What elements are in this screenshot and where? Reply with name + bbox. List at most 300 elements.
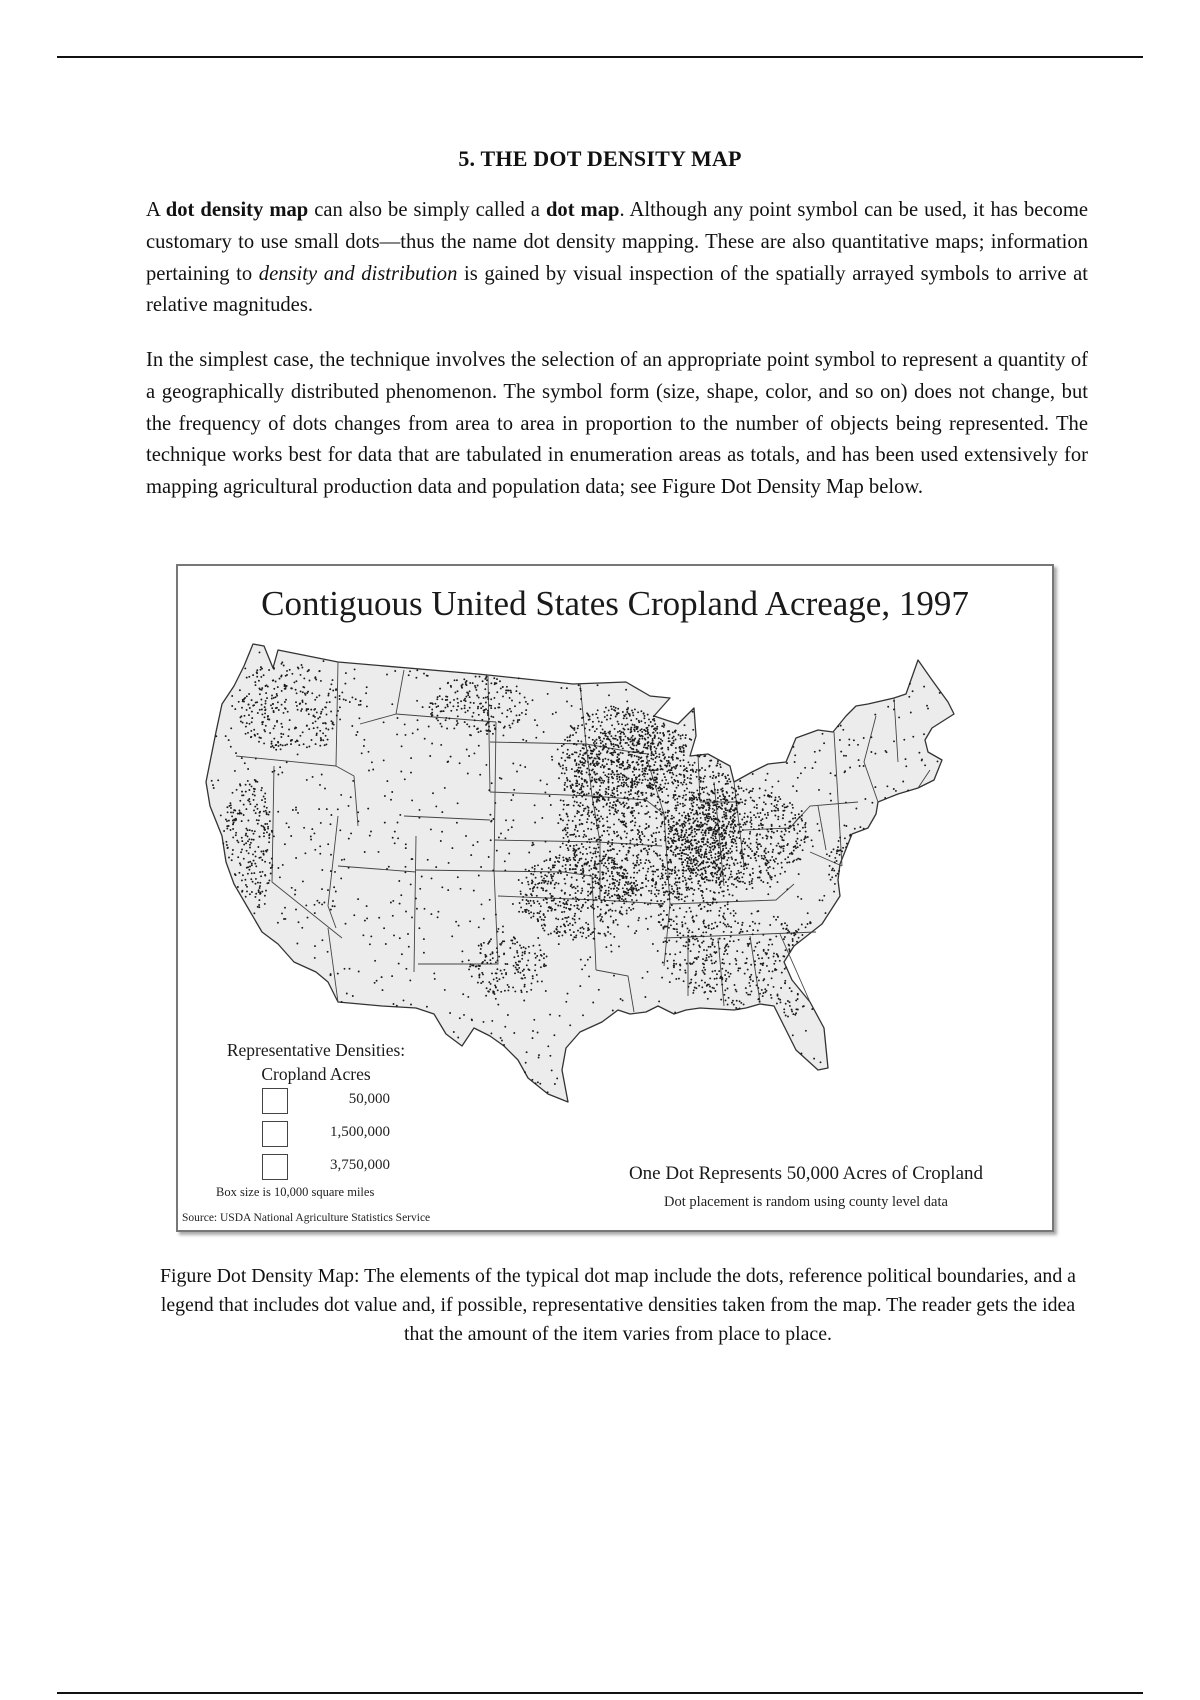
crop-dot — [641, 782, 643, 784]
crop-dot — [256, 669, 258, 671]
crop-dot — [532, 1030, 534, 1032]
crop-dot — [610, 740, 612, 742]
crop-dot — [650, 721, 652, 723]
crop-dot — [502, 931, 504, 933]
crop-dot — [543, 930, 545, 932]
crop-dot — [766, 838, 768, 840]
crop-dot — [512, 794, 514, 796]
crop-dot — [423, 938, 425, 940]
crop-dot — [344, 968, 346, 970]
crop-dot — [257, 808, 259, 810]
crop-dot — [481, 962, 483, 964]
crop-dot — [302, 731, 304, 733]
crop-dot — [710, 791, 712, 793]
crop-dot — [258, 899, 260, 901]
crop-dot — [777, 780, 779, 782]
crop-dot — [504, 869, 506, 871]
crop-dot — [607, 849, 609, 851]
crop-dot — [608, 910, 610, 912]
crop-dot — [261, 859, 263, 861]
crop-dot — [721, 842, 723, 844]
crop-dot — [231, 695, 233, 697]
crop-dot — [647, 765, 649, 767]
crop-dot — [553, 873, 555, 875]
crop-dot — [752, 887, 754, 889]
crop-dot — [678, 734, 680, 736]
crop-dot — [547, 910, 549, 912]
crop-dot — [273, 770, 275, 772]
crop-dot — [653, 850, 655, 852]
crop-dot — [572, 898, 574, 900]
crop-dot — [566, 777, 568, 779]
crop-dot — [729, 940, 731, 942]
crop-dot — [636, 761, 638, 763]
crop-dot — [268, 837, 270, 839]
crop-dot — [673, 740, 675, 742]
crop-dot — [576, 854, 578, 856]
crop-dot — [587, 959, 589, 961]
crop-dot — [638, 759, 640, 761]
crop-dot — [603, 771, 605, 773]
crop-dot — [677, 801, 679, 803]
crop-dot — [241, 820, 243, 822]
crop-dot — [246, 890, 248, 892]
crop-dot — [578, 776, 580, 778]
crop-dot — [684, 737, 686, 739]
crop-dot — [733, 910, 735, 912]
crop-dot — [637, 798, 639, 800]
crop-dot — [765, 863, 767, 865]
crop-dot — [752, 799, 754, 801]
crop-dot — [374, 960, 376, 962]
crop-dot — [769, 886, 771, 888]
crop-dot — [641, 831, 643, 833]
crop-dot — [507, 1014, 509, 1016]
crop-dot — [522, 952, 524, 954]
crop-dot — [545, 965, 547, 967]
crop-dot — [746, 888, 748, 890]
crop-dot — [341, 691, 343, 693]
crop-dot — [937, 760, 939, 762]
crop-dot — [720, 907, 722, 909]
crop-dot — [596, 754, 598, 756]
crop-dot — [615, 707, 617, 709]
crop-dot — [767, 882, 769, 884]
crop-dot — [770, 843, 772, 845]
crop-dot — [563, 899, 565, 901]
crop-dot — [282, 744, 284, 746]
crop-dot — [677, 784, 679, 786]
crop-dot — [490, 1032, 492, 1034]
crop-dot — [596, 819, 598, 821]
crop-dot — [257, 733, 259, 735]
crop-dot — [578, 756, 580, 758]
crop-dot — [706, 853, 708, 855]
crop-dot — [595, 848, 597, 850]
crop-dot — [546, 875, 548, 877]
crop-dot — [842, 847, 844, 849]
crop-dot — [685, 870, 687, 872]
crop-dot — [307, 670, 309, 672]
crop-dot — [534, 953, 536, 955]
crop-dot — [240, 851, 242, 853]
crop-dot — [744, 800, 746, 802]
map-outline-layer — [206, 644, 954, 1102]
crop-dot — [703, 844, 705, 846]
crop-dot — [595, 762, 597, 764]
crop-dot — [801, 815, 803, 817]
crop-dot — [660, 878, 662, 880]
crop-dot — [627, 723, 629, 725]
crop-dot — [528, 946, 530, 948]
crop-dot — [303, 827, 305, 829]
crop-dot — [267, 826, 269, 828]
crop-dot — [636, 890, 638, 892]
crop-dot — [805, 822, 807, 824]
crop-dot — [547, 883, 549, 885]
crop-dot — [652, 788, 654, 790]
crop-dot — [249, 893, 251, 895]
crop-dot — [727, 908, 729, 910]
crop-dot — [386, 868, 388, 870]
crop-dot — [640, 720, 642, 722]
crop-dot — [580, 802, 582, 804]
crop-dot — [580, 772, 582, 774]
crop-dot — [700, 826, 702, 828]
crop-dot — [605, 788, 607, 790]
crop-dot — [701, 788, 703, 790]
crop-dot — [721, 816, 723, 818]
crop-dot — [394, 831, 396, 833]
crop-dot — [566, 874, 568, 876]
crop-dot — [616, 835, 618, 837]
crop-dot — [700, 850, 702, 852]
crop-dot — [366, 917, 368, 919]
crop-dot — [789, 821, 791, 823]
crop-dot — [694, 762, 696, 764]
crop-dot — [731, 876, 733, 878]
crop-dot — [278, 709, 280, 711]
crop-dot — [706, 902, 708, 904]
crop-dot — [686, 889, 688, 891]
crop-dot — [249, 866, 251, 868]
crop-dot — [750, 797, 752, 799]
crop-dot — [570, 934, 572, 936]
crop-dot — [761, 827, 763, 829]
crop-dot — [661, 748, 663, 750]
crop-dot — [497, 931, 499, 933]
crop-dot — [311, 692, 313, 694]
crop-dot — [471, 1018, 473, 1020]
crop-dot — [580, 814, 582, 816]
crop-dot — [513, 956, 515, 958]
crop-dot — [716, 865, 718, 867]
crop-dot — [616, 890, 618, 892]
crop-dot — [236, 789, 238, 791]
crop-dot — [684, 959, 686, 961]
crop-dot — [572, 820, 574, 822]
crop-dot — [594, 874, 596, 876]
crop-dot — [697, 882, 699, 884]
crop-dot — [273, 727, 275, 729]
crop-dot — [638, 831, 640, 833]
crop-dot — [696, 776, 698, 778]
crop-dot — [720, 799, 722, 801]
crop-dot — [603, 748, 605, 750]
crop-dot — [324, 744, 326, 746]
crop-dot — [313, 832, 315, 834]
crop-dot — [562, 768, 564, 770]
crop-dot — [575, 871, 577, 873]
crop-dot — [703, 967, 705, 969]
crop-dot — [644, 828, 646, 830]
crop-dot — [587, 755, 589, 757]
crop-dot — [609, 768, 611, 770]
crop-dot — [605, 854, 607, 856]
crop-dot — [238, 809, 240, 811]
crop-dot — [601, 862, 603, 864]
crop-dot — [624, 824, 626, 826]
crop-dot — [616, 778, 618, 780]
crop-dot — [246, 722, 248, 724]
crop-dot — [610, 705, 612, 707]
crop-dot — [583, 834, 585, 836]
crop-dot — [682, 880, 684, 882]
crop-dot — [589, 769, 591, 771]
crop-dot — [611, 951, 613, 953]
crop-dot — [598, 818, 600, 820]
crop-dot — [751, 880, 753, 882]
crop-dot — [746, 788, 748, 790]
crop-dot — [264, 861, 266, 863]
crop-dot — [564, 789, 566, 791]
crop-dot — [632, 742, 634, 744]
crop-dot — [540, 872, 542, 874]
crop-dot — [251, 872, 253, 874]
crop-dot — [671, 870, 673, 872]
crop-dot — [634, 825, 636, 827]
crop-dot — [676, 931, 678, 933]
crop-dot — [912, 690, 914, 692]
crop-dot — [653, 720, 655, 722]
crop-dot — [735, 800, 737, 802]
crop-dot — [564, 784, 566, 786]
crop-dot — [748, 792, 750, 794]
crop-dot — [263, 796, 265, 798]
crop-dot — [567, 756, 569, 758]
crop-dot — [715, 812, 717, 814]
crop-dot — [699, 845, 701, 847]
crop-dot — [687, 761, 689, 763]
crop-dot — [270, 704, 272, 706]
crop-dot — [223, 830, 225, 832]
crop-dot — [789, 1001, 791, 1003]
crop-dot — [629, 715, 631, 717]
crop-dot — [711, 845, 713, 847]
crop-dot — [775, 858, 777, 860]
crop-dot — [244, 715, 246, 717]
crop-dot — [893, 788, 895, 790]
crop-dot — [367, 808, 369, 810]
crop-dot — [635, 894, 637, 896]
crop-dot — [764, 814, 766, 816]
crop-dot — [650, 845, 652, 847]
crop-dot — [575, 850, 577, 852]
crop-dot — [557, 748, 559, 750]
crop-dot — [535, 877, 537, 879]
crop-dot — [548, 867, 550, 869]
crop-dot — [580, 931, 582, 933]
crop-dot — [646, 755, 648, 757]
crop-dot — [546, 956, 548, 958]
crop-dot — [636, 755, 638, 757]
crop-dot — [715, 961, 717, 963]
crop-dot — [291, 739, 293, 741]
crop-dot — [616, 788, 618, 790]
crop-dot — [588, 719, 590, 721]
crop-dot — [621, 812, 623, 814]
crop-dot — [664, 840, 666, 842]
crop-dot — [725, 881, 727, 883]
crop-dot — [607, 738, 609, 740]
crop-dot — [598, 737, 600, 739]
crop-dot — [760, 870, 762, 872]
crop-dot — [910, 712, 912, 714]
crop-dot — [606, 714, 608, 716]
crop-dot — [724, 974, 726, 976]
crop-dot — [298, 921, 300, 923]
crop-dot — [595, 742, 597, 744]
crop-dot — [722, 793, 724, 795]
crop-dot — [498, 836, 500, 838]
crop-dot — [734, 812, 736, 814]
crop-dot — [604, 735, 606, 737]
crop-dot — [614, 728, 616, 730]
crop-dot — [723, 963, 725, 965]
crop-dot — [625, 689, 627, 691]
crop-dot — [676, 830, 678, 832]
crop-dot — [520, 989, 522, 991]
crop-dot — [635, 778, 637, 780]
crop-dot — [534, 884, 536, 886]
crop-dot — [491, 782, 493, 784]
crop-dot — [557, 860, 559, 862]
crop-dot — [505, 819, 507, 821]
crop-dot — [362, 934, 364, 936]
crop-dot — [644, 902, 646, 904]
crop-dot — [306, 710, 308, 712]
crop-dot — [253, 809, 255, 811]
crop-dot — [649, 734, 651, 736]
crop-dot — [622, 876, 624, 878]
crop-dot — [679, 750, 681, 752]
crop-dot — [543, 880, 545, 882]
crop-dot — [560, 799, 562, 801]
crop-dot — [712, 842, 714, 844]
crop-dot — [589, 883, 591, 885]
crop-dot — [689, 818, 691, 820]
crop-dot — [823, 742, 825, 744]
crop-dot — [789, 853, 791, 855]
crop-dot — [251, 699, 253, 701]
crop-dot — [558, 943, 560, 945]
crop-dot — [399, 903, 401, 905]
crop-dot — [326, 701, 328, 703]
crop-dot — [707, 858, 709, 860]
crop-dot — [612, 743, 614, 745]
crop-dot — [563, 924, 565, 926]
crop-dot — [532, 881, 534, 883]
crop-dot — [357, 731, 359, 733]
crop-dot — [612, 866, 614, 868]
crop-dot — [662, 919, 664, 921]
crop-dot — [543, 963, 545, 965]
crop-dot — [670, 818, 672, 820]
crop-dot — [514, 943, 516, 945]
crop-dot — [677, 780, 679, 782]
crop-dot — [556, 926, 558, 928]
crop-dot — [783, 803, 785, 805]
crop-dot — [855, 808, 857, 810]
crop-dot — [731, 845, 733, 847]
crop-dot — [488, 789, 490, 791]
crop-dot — [667, 967, 669, 969]
crop-dot — [784, 824, 786, 826]
crop-dot — [765, 852, 767, 854]
crop-dot — [525, 947, 527, 949]
crop-dot — [753, 806, 755, 808]
crop-dot — [598, 778, 600, 780]
crop-dot — [674, 953, 676, 955]
crop-dot — [662, 887, 664, 889]
crop-dot — [628, 847, 630, 849]
crop-dot — [701, 804, 703, 806]
crop-dot — [619, 912, 621, 914]
crop-dot — [232, 836, 234, 838]
crop-dot — [702, 829, 704, 831]
crop-dot — [748, 846, 750, 848]
crop-dot — [584, 779, 586, 781]
crop-dot — [327, 951, 329, 953]
crop-dot — [753, 814, 755, 816]
crop-dot — [273, 667, 275, 669]
crop-dot — [581, 926, 583, 928]
crop-dot — [907, 789, 909, 791]
crop-dot — [594, 757, 596, 759]
crop-dot — [492, 818, 494, 820]
crop-dot — [633, 892, 635, 894]
crop-dot — [601, 721, 603, 723]
crop-dot — [601, 887, 603, 889]
crop-dot — [693, 935, 695, 937]
crop-dot — [774, 815, 776, 817]
crop-dot — [240, 715, 242, 717]
crop-dot — [578, 918, 580, 920]
crop-dot — [588, 935, 590, 937]
crop-dot — [703, 806, 705, 808]
crop-dot — [447, 889, 449, 891]
crop-dot — [608, 834, 610, 836]
crop-dot — [582, 716, 584, 718]
crop-dot — [712, 808, 714, 810]
crop-dot — [656, 726, 658, 728]
crop-dot — [241, 791, 243, 793]
crop-dot — [703, 787, 705, 789]
crop-dot — [606, 763, 608, 765]
crop-dot — [779, 798, 781, 800]
crop-dot — [714, 804, 716, 806]
crop-dot — [690, 852, 692, 854]
